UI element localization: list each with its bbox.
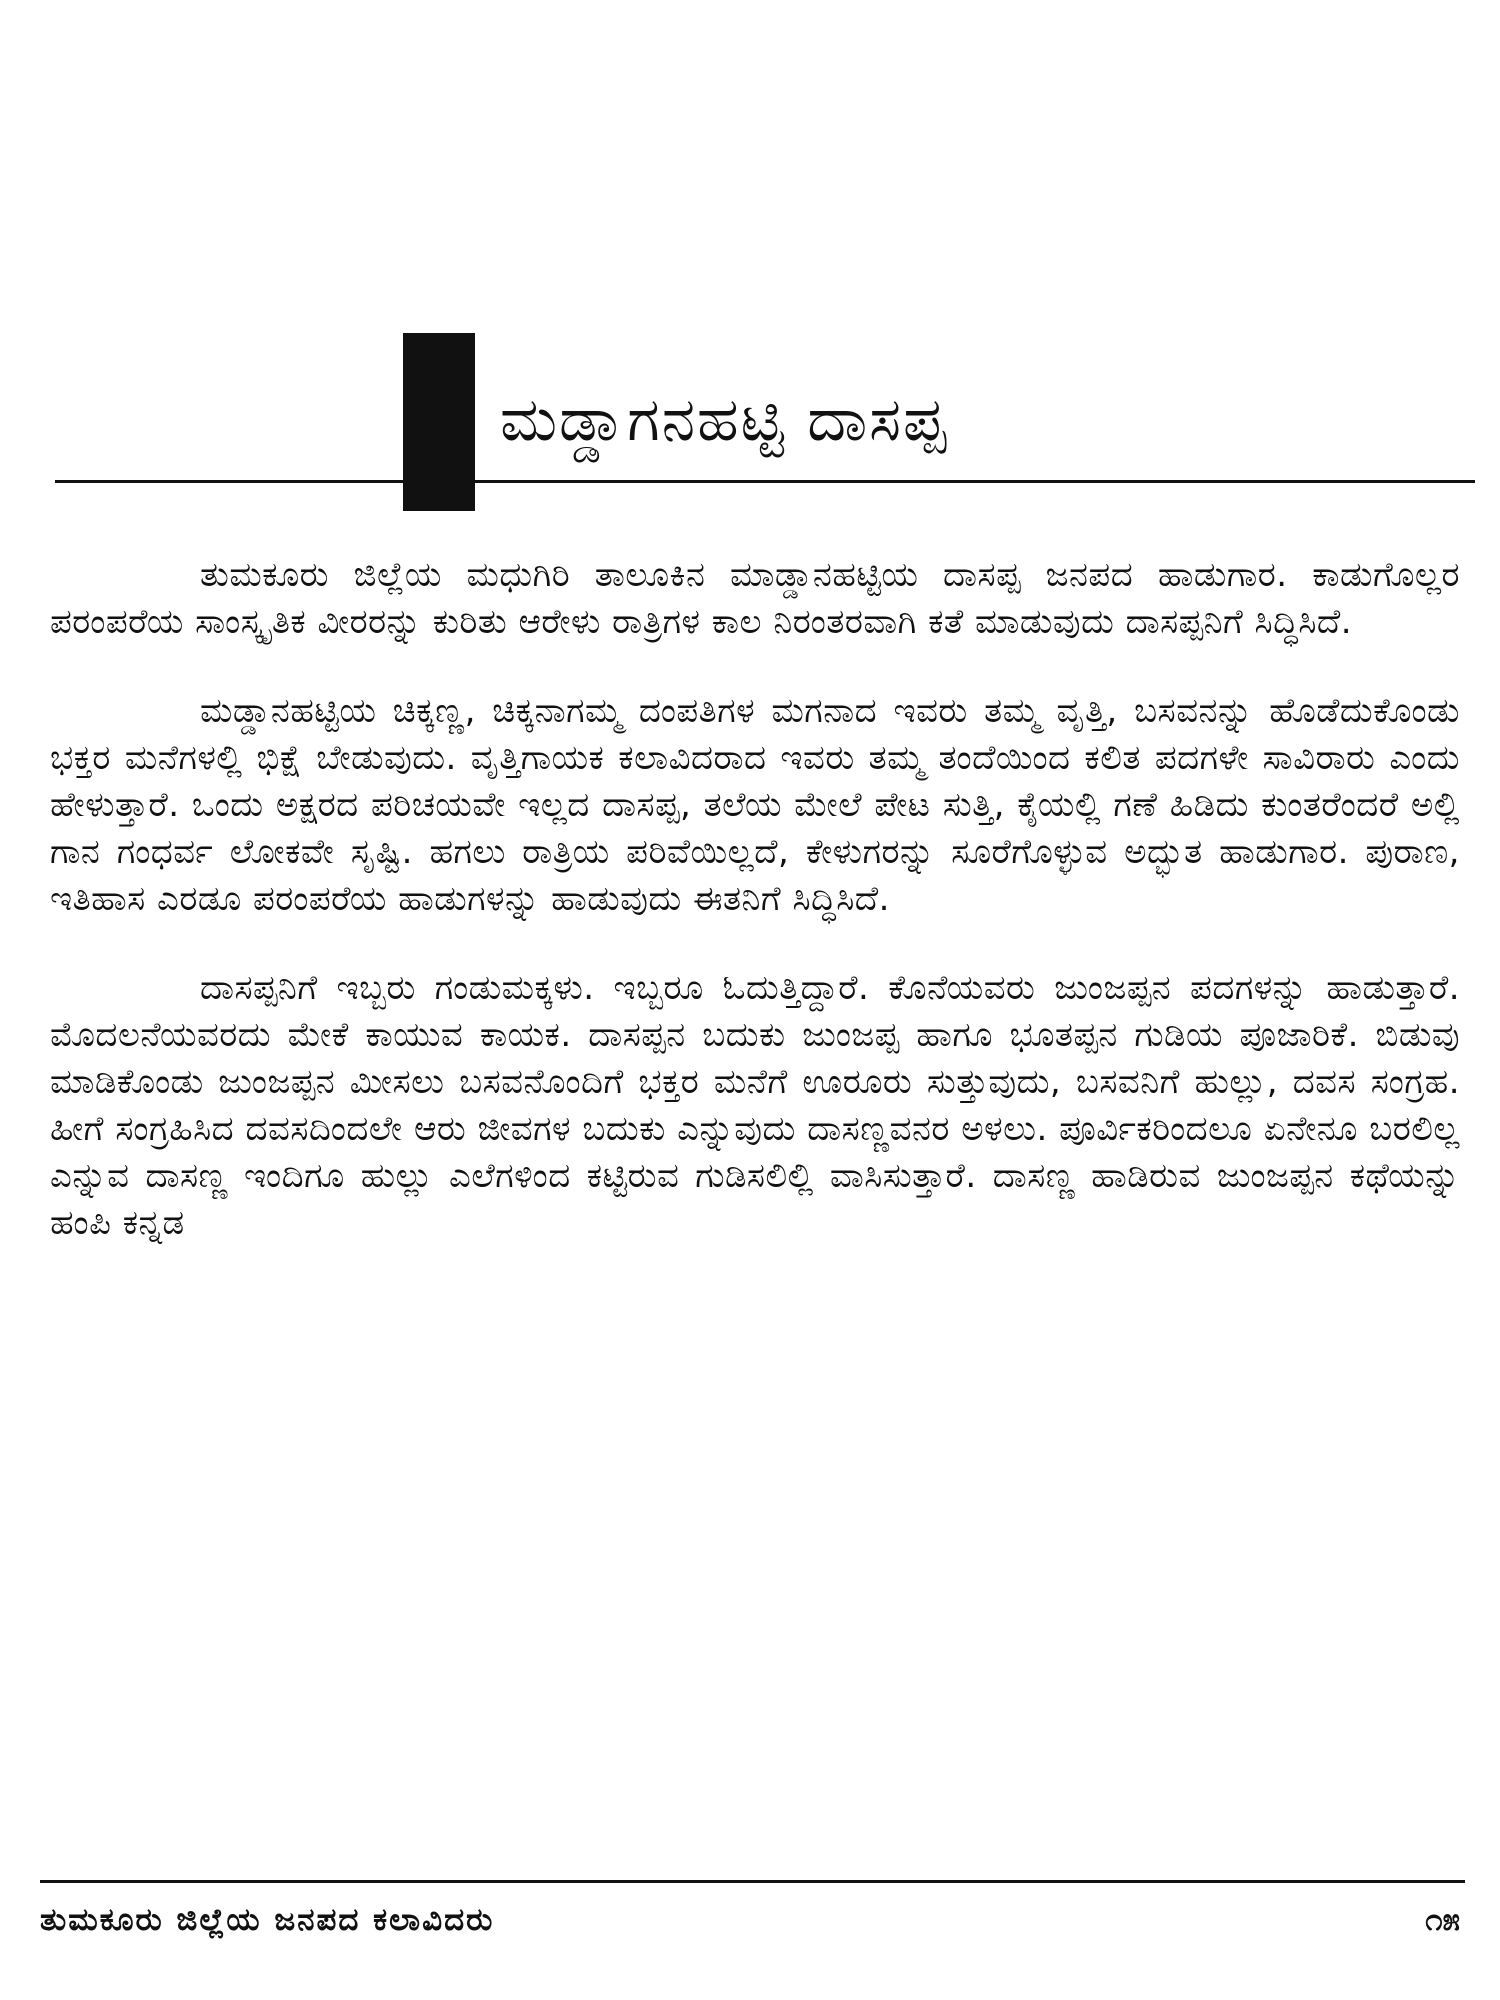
footer-divider (40, 1880, 1465, 1883)
paragraph-2: ಮಡ್ಡಾನಹಟ್ಟಿಯ ಚಿಕ್ಕಣ್ಣ, ಚಿಕ್ಕನಾಗಮ್ಮ ದಂಪತಿಗಳ ಮಗನಾದ ಇವರು ತಮ್ಮ ವೃತ್ತಿ, ಬಸವನನ್ನು ಹೊಡೆದುಕೊಂಡು ಭಕ್ತರ ಮನೆಗಳಲ್ಲಿ ಭಿಕ್ಷೆ ಬೇಡುವುದು. ವೃತ್ತಿಗಾಯಕ ಕಲಾವಿದರಾದ ಇವರು ತಮ್ಮ ತಂದೆಯಿಂದ ಕಲಿತ ಪದಗಳೇ ಸಾವಿರಾರು ಎಂದು ಹೇಳುತ್ತಾರೆ. ಒಂದು ಅಕ್ಷರದ ಪರಿಚಯವೇ ಇಲ್ಲದ ದಾಸಪ್ಪ, ತಲೆಯ ಮೇಲೆ ಪೇಟ ಸುತ್ತಿ, ಕೈಯಲ್ಲಿ ಗಣೆ ಹಿಡಿದು ಕುಂತರೆಂದರೆ ಅಲ್ಲಿ ಗಾನ ಗಂಧರ್ವ ಲೋಕವೇ ಸೃಷ್ಟಿ. ಹಗಲು ರಾತ್ರಿಯ ಪರಿವೆಯಿಲ್ಲದೆ, ಕೇಳುಗರನ್ನು ಸೂರೆಗೊಳ್ಳುವ ಅದ್ಭುತ ಹಾಡುಗಾರ. ಪುರಾಣ, ಇತಿಹಾಸ ಎರಡೂ ಪರಂಪರೆಯ ಹಾಡುಗಳನ್ನು ಹಾಡುವುದು ಈತನಿಗೆ ಸಿದ್ಧಿಸಿದೆ. (50, 691, 1460, 919)
chapter-title: ಮಡ್ಡಾಗನಹಟ್ಟಿ ದಾಸಪ್ಪ (500, 385, 949, 455)
footer-book-title: ತುಮಕೂರು ಜಿಲ್ಲೆಯ ಜನಪದ ಕಲಾವಿದರು (40, 1902, 495, 1938)
page-number: ೧೫ (1425, 1902, 1460, 1938)
body-text (50, 552, 1460, 1289)
paragraph-3: ದಾಸಪ್ಪನಿಗೆ ಇಬ್ಬರು ಗಂಡುಮಕ್ಕಳು. ಇಬ್ಬರೂ ಓದುತ್ತಿದ್ದಾರೆ. ಕೊನೆಯವರು ಜುಂಜಪ್ಪನ ಪದಗಳನ್ನು ಹಾಡುತ್ತಾರೆ. ಮೊದಲನೆಯವರದು ಮೇಕೆ ಕಾಯುವ ಕಾಯಕ. ದಾಸಪ್ಪನ ಬದುಕು ಜುಂಜಪ್ಪ ಹಾಗೂ ಭೂತಪ್ಪನ ಗುಡಿಯ ಪೂಜಾರಿಕೆ. ಬಿಡುವು ಮಾಡಿಕೊಂಡು ಜುಂಜಪ್ಪನ ಮೀಸಲು ಬಸವನೊಂದಿಗೆ ಭಕ್ತರ ಮನೆಗೆ ಊರೂರು ಸುತ್ತುವುದು, ಬಸವನಿಗೆ ಹುಲ್ಲು, ದವಸ ಸಂಗ್ರಹ. ಹೀಗೆ ಸಂಗ್ರಹಿಸಿದ ದವಸದಿಂದಲೇ ಆರು ಜೀವಗಳ ಬದುಕು ಎನ್ನುವುದು ದಾಸಣ್ಣವನರ ಅಳಲು. ಪೂರ್ವಿಕರಿಂದಲೂ ಏನೇನೂ ಬರಲಿಲ್ಲ ಎನ್ನುವ ದಾಸಣ್ಣ ಇಂದಿಗೂ ಹುಲ್ಲು ಎಲೆಗಳಿಂದ ಕಟ್ಟಿರುವ ಗುಡಿಸಲಿಲ್ಲಿ ವಾಸಿಸುತ್ತಾರೆ. ದಾಸಣ್ಣ ಹಾಡಿರುವ ಜುಂಜಪ್ಪನ ಕಥೆಯನ್ನು ಹಂಪಿ ಕನ್ನಡ (50, 968, 1460, 1243)
paragraph-1: ತುಮಕೂರು ಜಿಲ್ಲೆಯ ಮಧುಗಿರಿ ತಾಲೂಕಿನ ಮಾಡ್ಡಾನಹಟ್ಟಿಯ ದಾಸಪ್ಪ ಜನಪದ ಹಾಡುಗಾರ. ಕಾಡುಗೊಲ್ಲರ ಪರಂಪರೆಯ ಸಾಂಸ್ಕೃತಿಕ ವೀರರನ್ನು ಕುರಿತು ಆರೇಳು ರಾತ್ರಿಗಳ ಕಾಲ ನಿರಂತರವಾಗಿ ಕತೆ ಮಾಡುವುದು ದಾಸಪ್ಪನಿಗೆ ಸಿದ್ಧಿಸಿದೆ. (50, 555, 1460, 642)
title-divider (55, 480, 1475, 483)
title-marker-bar (403, 333, 475, 511)
